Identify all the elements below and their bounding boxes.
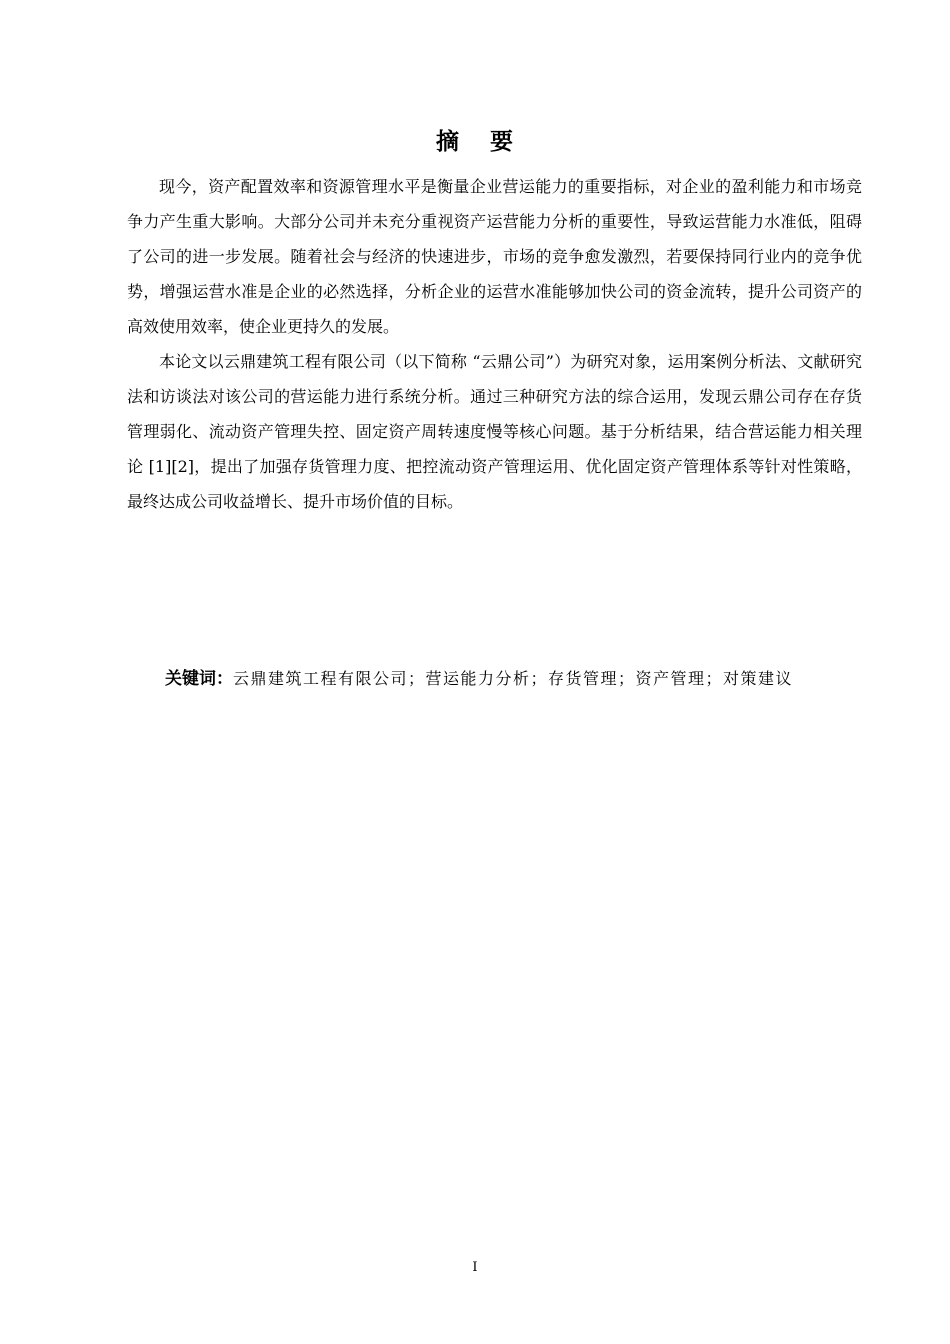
abstract-body — [127, 169, 862, 519]
keywords-line — [165, 661, 865, 697]
abstract-paragraph-2: 本论文以云鼎建筑工程有限公司（以下简称 “云鼎公司”）为研究对象，运用案例分析法、文献研究法和访谈法对该公司的营运能力进行系统分析。通过三种研究方法的综合运用，发现云鼎公司存在存货管理弱化、流动资产管理失控、固定资产周转速度慢等核心问题。基于分析结果，结合营运能力相关理论 [1][2]，提出了加强存货管理力度、把控流动资产管理运用、优化固定资产管理体系等针对性策略，最终达成公司收益增长、提升市场价值的目标。 — [127, 352, 862, 511]
page-number: I — [472, 1260, 478, 1275]
abstract-title — [0, 126, 950, 158]
abstract-paragraph-1: 现今，资产配置效率和资源管理水平是衡量企业营运能力的重要指标，对企业的盈利能力和市场竞争力产生重大影响。大部分公司并未充分重视资产运营能力分析的重要性，导致运营能力水准低，阻碍了公司的进一步发展。随着社会与经济的快速进步，市场的竞争愈发激烈，若要保持同行业内的竞争优势，增强运营水准是企业的必然选择，分析企业的运营水准能够加快公司的资金流转，提升公司资产的高效使用效率，使企业更持久的发展。 — [127, 177, 862, 336]
keywords-value: 云鼎建筑工程有限公司；营运能力分析；存货管理；资产管理；对策建议 — [233, 669, 794, 688]
keywords-label: 关键词： — [165, 669, 233, 689]
abstract-title-part1: 摘 — [436, 129, 460, 155]
abstract-title-part2: 要 — [490, 129, 514, 155]
